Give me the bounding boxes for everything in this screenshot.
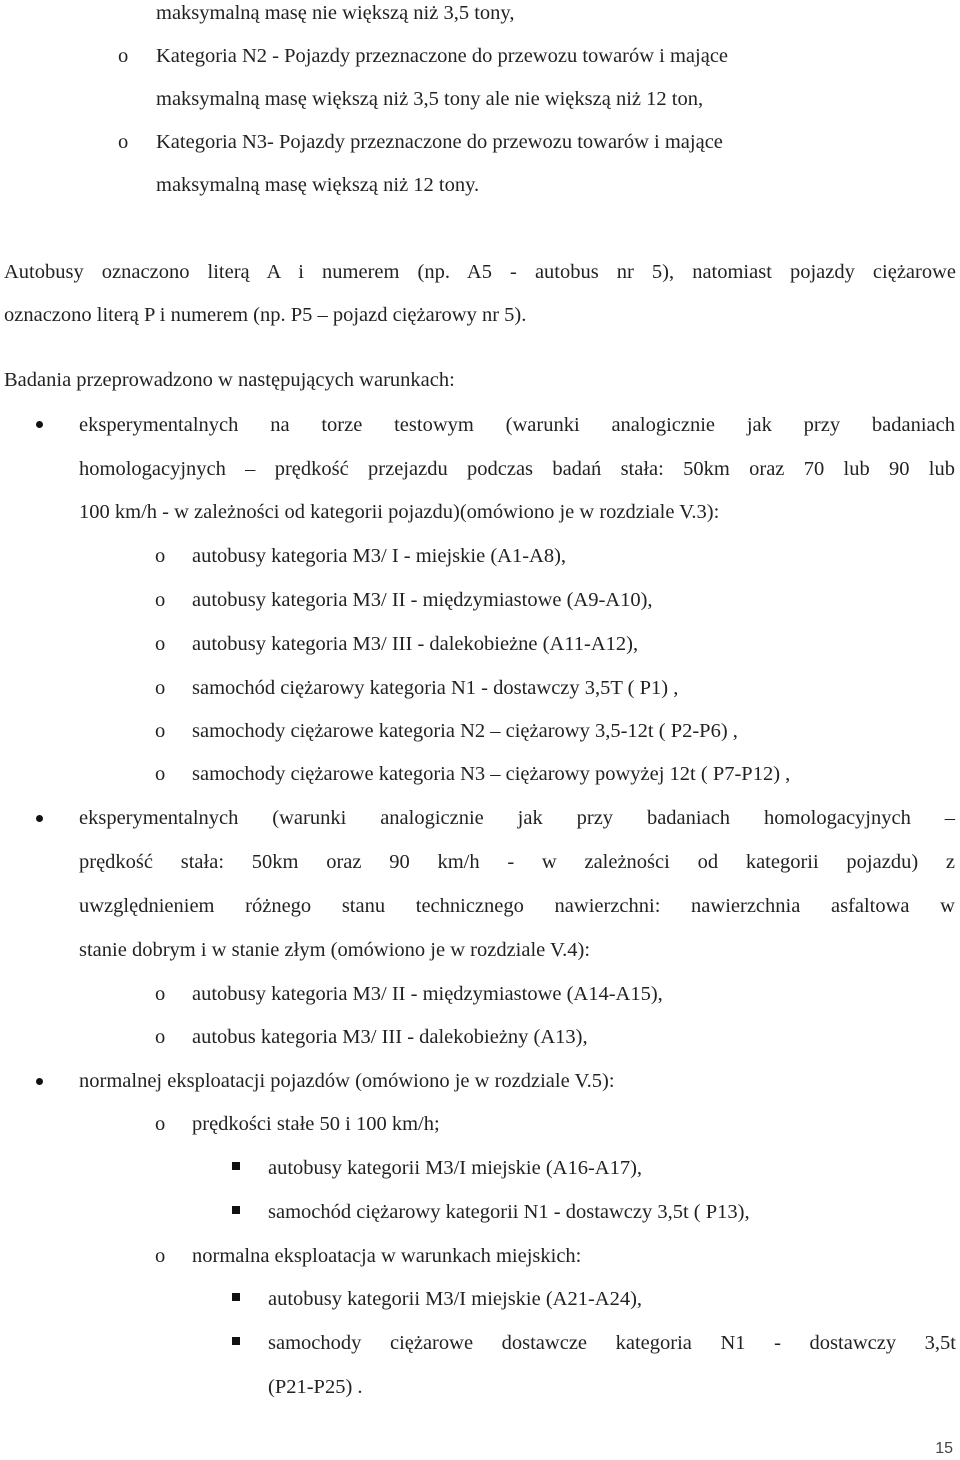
sub-sub-item: autobusy kategorii M3/I miejskie (A16-A17),: [268, 1157, 643, 1179]
sub-item: samochody ciężarowe kategoria N3 – ciężarowy powyżej 12t ( P7-P12) ,: [192, 763, 791, 785]
page-number: 15: [935, 1440, 953, 1457]
bullet-dot-icon: [36, 815, 43, 822]
sub-item: samochód ciężarowy kategoria N1 - dostawczy 3,5T ( P1) ,: [192, 677, 679, 699]
sub-item: autobusy kategoria M3/ III - dalekobieżne (A11-A12),: [192, 633, 639, 655]
sub-item: autobusy kategoria M3/ I - miejskie (A1-A8),: [192, 545, 567, 567]
sub-item: normalna eksploatacja w warunkach miejskich:: [192, 1245, 582, 1267]
circle-bullet-icon: o: [155, 720, 166, 742]
square-bullet-icon: [232, 1337, 240, 1345]
sub-item: prędkości stałe 50 i 100 km/h;: [192, 1113, 440, 1135]
sub-sub-item: samochody ciężarowe dostawcze kategoria N1 - dostawczy 3,5t: [268, 1332, 956, 1354]
bullet-dot-icon: [36, 1078, 43, 1085]
bullet-line: 100 km/h - w zależności od kategorii pojazdu)(omówiono je w rozdziale V.3):: [79, 501, 720, 523]
square-bullet-icon: [232, 1206, 240, 1214]
square-bullet-icon: [232, 1293, 240, 1301]
circle-bullet-icon: o: [155, 1245, 166, 1267]
bullet-line: uwzględnieniem różnego stanu technicznego nawierzchni: nawierzchnia asfaltowa w: [79, 895, 955, 917]
bullet-line: normalnej eksploatacji pojazdów (omówiono je w rozdziale V.5):: [79, 1070, 615, 1092]
sub-sub-item: autobusy kategorii M3/I miejskie (A21-A24),: [268, 1288, 643, 1310]
sub-sub-item: (P21-P25) .: [268, 1376, 363, 1398]
bullet-line: eksperymentalnych na torze testowym (warunki analogicznie jak przy badaniach: [79, 414, 955, 436]
circle-bullet-icon: o: [155, 677, 166, 699]
sub-item: samochody ciężarowe kategoria N2 – ciężarowy 3,5-12t ( P2-P6) ,: [192, 720, 738, 742]
bullet-line: stanie dobrym i w stanie złym (omówiono je w rozdziale V.4):: [79, 939, 591, 961]
circle-bullet-icon: o: [155, 589, 166, 611]
bullet-line: eksperymentalnych (warunki analogicznie jak przy badaniach homologacyjnych –: [79, 807, 955, 829]
paragraph-line: Badania przeprowadzono w następujących warunkach:: [4, 369, 455, 391]
circle-bullet-icon: o: [155, 763, 166, 785]
square-bullet-icon: [232, 1162, 240, 1170]
paragraph-line: oznaczono literą P i numerem (np. P5 – pojazd ciężarowy nr 5).: [4, 304, 527, 326]
bullet-line: prędkość stała: 50km oraz 90 km/h - w zależności od kategorii pojazdu) z: [79, 851, 955, 873]
list-text: maksymalną masę większą niż 12 tony.: [156, 174, 480, 196]
list-text: Kategoria N3- Pojazdy przeznaczone do przewozu towarów i mające: [156, 131, 723, 153]
circle-bullet-icon: o: [155, 1026, 166, 1048]
list-text: maksymalną masę większą niż 3,5 tony ale nie większą niż 12 ton,: [156, 88, 704, 110]
circle-bullet-icon: o: [118, 131, 129, 153]
sub-item: autobusy kategoria M3/ II - międzymiastowe (A14-A15),: [192, 983, 663, 1005]
circle-bullet-icon: o: [155, 633, 166, 655]
paragraph-line: Autobusy oznaczono literą A i numerem (np. A5 - autobus nr 5), natomiast pojazdy ciężarowe: [4, 261, 956, 283]
circle-bullet-icon: o: [155, 1113, 166, 1135]
circle-bullet-icon: o: [118, 45, 129, 67]
bullet-dot-icon: [36, 421, 43, 428]
sub-sub-item: samochód ciężarowy kategorii N1 - dostawczy 3,5t ( P13),: [268, 1201, 750, 1223]
circle-bullet-icon: o: [155, 983, 166, 1005]
list-text: Kategoria N2 - Pojazdy przeznaczone do przewozu towarów i mające: [156, 45, 729, 67]
list-text: maksymalną masę nie większą niż 3,5 tony,: [156, 2, 515, 24]
circle-bullet-icon: o: [155, 545, 166, 567]
sub-item: autobusy kategoria M3/ II - międzymiastowe (A9-A10),: [192, 589, 653, 611]
sub-item: autobus kategoria M3/ III - dalekobieżny (A13),: [192, 1026, 588, 1048]
bullet-line: homologacyjnych – prędkość przejazdu podczas badań stała: 50km oraz 70 lub 90 lub: [79, 458, 955, 480]
